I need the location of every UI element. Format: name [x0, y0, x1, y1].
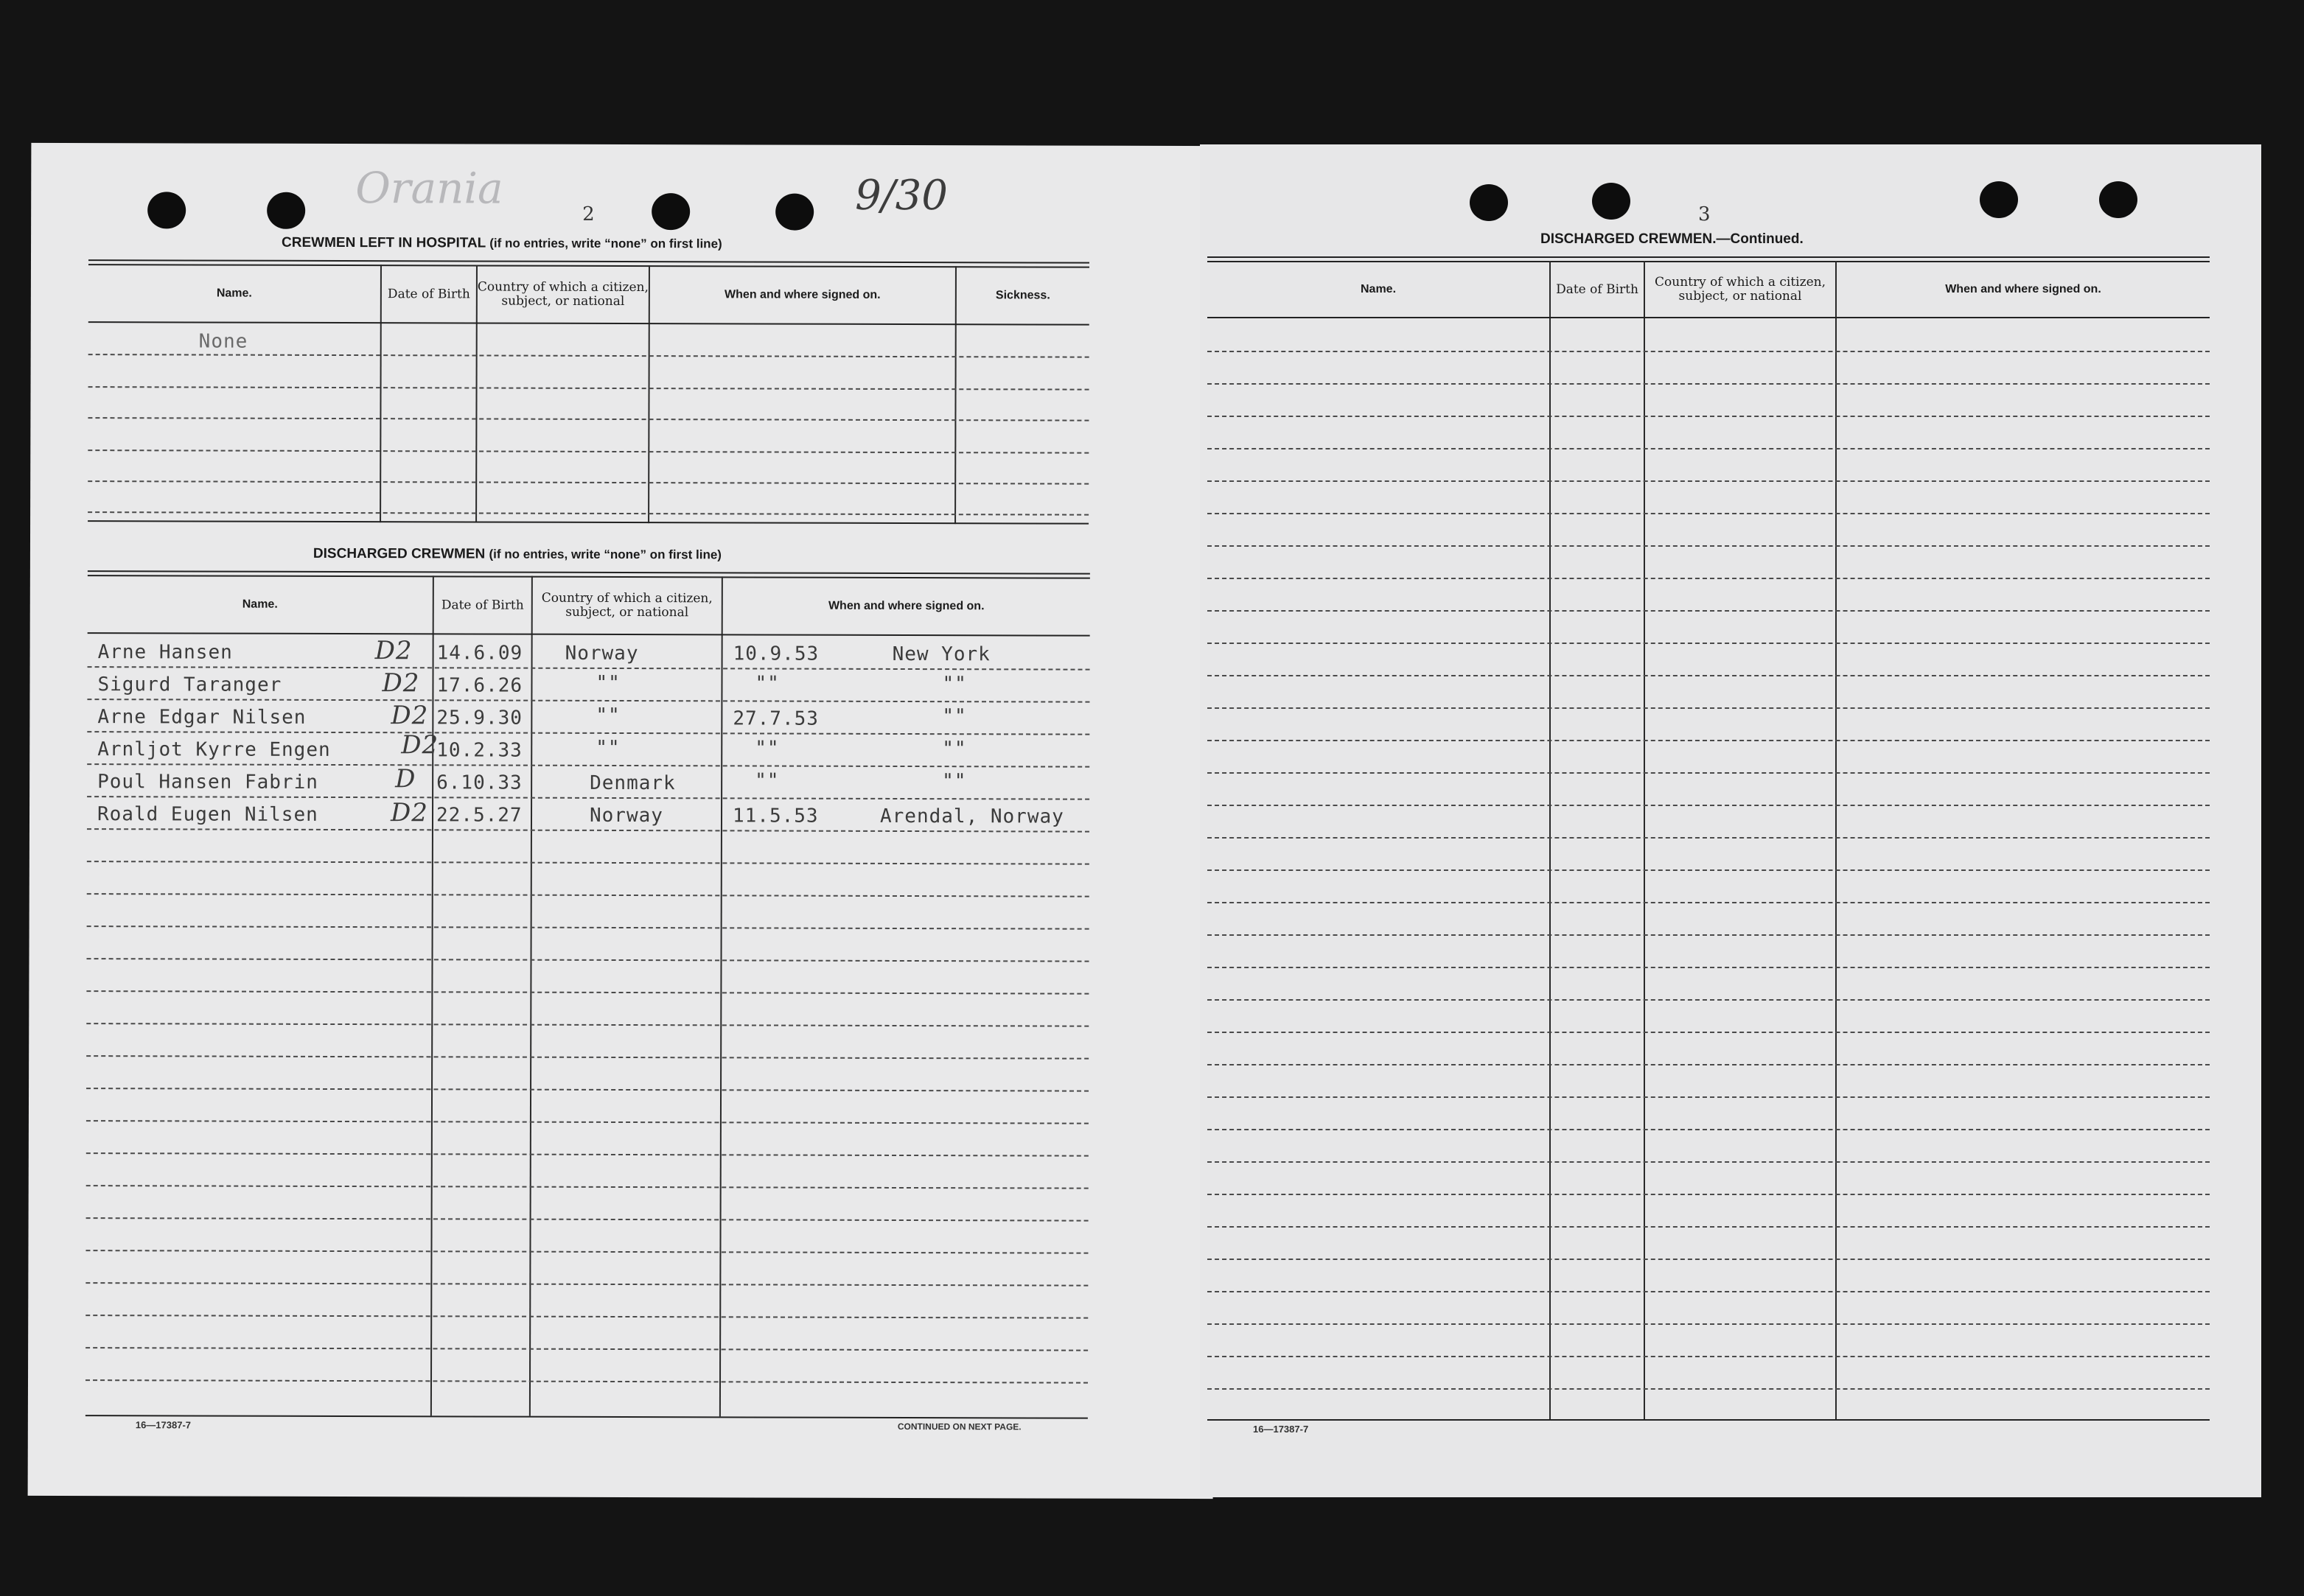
- handwritten-mark: D2: [401, 730, 439, 760]
- handwritten-mark: D2: [374, 636, 413, 666]
- punch-hole: [1980, 181, 2018, 218]
- signed-on-date: 11.5.53: [732, 805, 819, 827]
- left-page: [28, 143, 1217, 1499]
- ship-name-annotation: Orania: [355, 163, 503, 214]
- signed-on-place: Arendal, Norway: [879, 805, 1064, 828]
- header-name: Name.: [1360, 283, 1397, 295]
- punch-hole: [267, 192, 305, 229]
- signed-on-place: "": [942, 705, 967, 728]
- handwritten-mark: D2: [391, 701, 429, 731]
- crewman-country: Norway: [565, 642, 639, 665]
- punch-hole: [147, 192, 186, 228]
- crewman-country: "": [596, 671, 621, 694]
- discharged-section-title: DISCHARGED CREWMEN (if no entries, write “none” on first line): [313, 545, 722, 562]
- continued-note: CONTINUED ON NEXT PAGE.: [897, 1421, 1022, 1432]
- crewman-country: "": [596, 736, 621, 759]
- discharged-continued-title: DISCHARGED CREWMEN.—Continued.: [1540, 231, 1804, 247]
- date-annotation: 9/30: [855, 171, 949, 220]
- header-name: Name.: [216, 287, 252, 300]
- crewman-dob: 17.6.26: [436, 674, 523, 697]
- handwritten-mark: D2: [390, 798, 428, 828]
- signed-on-date: "": [755, 769, 780, 792]
- crewman-dob: 22.5.27: [436, 804, 523, 827]
- signed-on-date: "": [755, 672, 780, 695]
- header-signed-on: When and where signed on.: [1945, 283, 2101, 295]
- punch-hole: [652, 193, 690, 230]
- page-number: 2: [582, 203, 595, 225]
- header-sickness: Sickness.: [995, 289, 1050, 302]
- signed-on-date: "": [755, 737, 780, 760]
- crewman-name: Arnljot Kyrre Engen: [97, 738, 331, 761]
- crewman-country: Norway: [589, 804, 663, 827]
- hospital-section-title: CREWMEN LEFT IN HOSPITAL (if no entries, write “none” on first line): [282, 234, 722, 251]
- crewman-dob: 25.9.30: [436, 707, 523, 729]
- discharged-table: [85, 570, 1090, 1421]
- header-country: Country of which a citizen, subject, or national: [541, 590, 713, 620]
- punch-hole: [1470, 184, 1508, 221]
- crewman-dob: 6.10.33: [436, 771, 523, 794]
- header-country: Country of which a citizen, subject, or national: [1655, 275, 1826, 304]
- crewman-name: Sigurd Taranger: [97, 673, 282, 696]
- crewman-name: Arne Hansen: [97, 641, 233, 664]
- signed-on-place: New York: [892, 643, 991, 666]
- page-number: 3: [1698, 203, 1711, 225]
- header-name: Name.: [242, 598, 278, 611]
- header-country: Country of which a citizen, subject, or national: [477, 279, 649, 309]
- discharged-continued-table: [1207, 256, 2210, 1422]
- right-page: [1200, 144, 2261, 1497]
- signed-on-date: 27.7.53: [733, 707, 819, 730]
- crewman-name: Poul Hansen Fabrin: [97, 771, 318, 794]
- handwritten-mark: D2: [382, 668, 420, 699]
- header-dob: Date of Birth: [1556, 281, 1638, 297]
- signed-on-date: 10.9.53: [733, 643, 820, 665]
- crewman-name: Arne Edgar Nilsen: [97, 706, 307, 729]
- punch-hole: [775, 194, 814, 231]
- signed-on-place: "": [942, 673, 967, 696]
- signed-on-place: "": [942, 770, 967, 793]
- header-signed-on: When and where signed on.: [828, 599, 985, 613]
- punch-hole: [2099, 181, 2137, 218]
- punch-hole: [1592, 183, 1630, 220]
- handwritten-mark: D: [395, 764, 416, 794]
- crewman-dob: 14.6.09: [436, 642, 523, 665]
- form-number: 16—17387-7: [135, 1419, 192, 1431]
- signed-on-place: "": [942, 738, 967, 760]
- crewman-dob: 10.2.33: [436, 739, 523, 762]
- crewman-name: Roald Eugen Nilsen: [97, 803, 318, 826]
- hospital-none-entry: None: [198, 330, 248, 353]
- crewman-country: Denmark: [590, 771, 676, 795]
- header-signed-on: When and where signed on.: [725, 288, 881, 301]
- header-dob: Date of Birth: [441, 597, 524, 613]
- crewman-country: "": [596, 704, 621, 727]
- header-dob: Date of Birth: [387, 286, 470, 301]
- hospital-table: [88, 259, 1089, 525]
- form-number: 16—17387-7: [1253, 1424, 1309, 1435]
